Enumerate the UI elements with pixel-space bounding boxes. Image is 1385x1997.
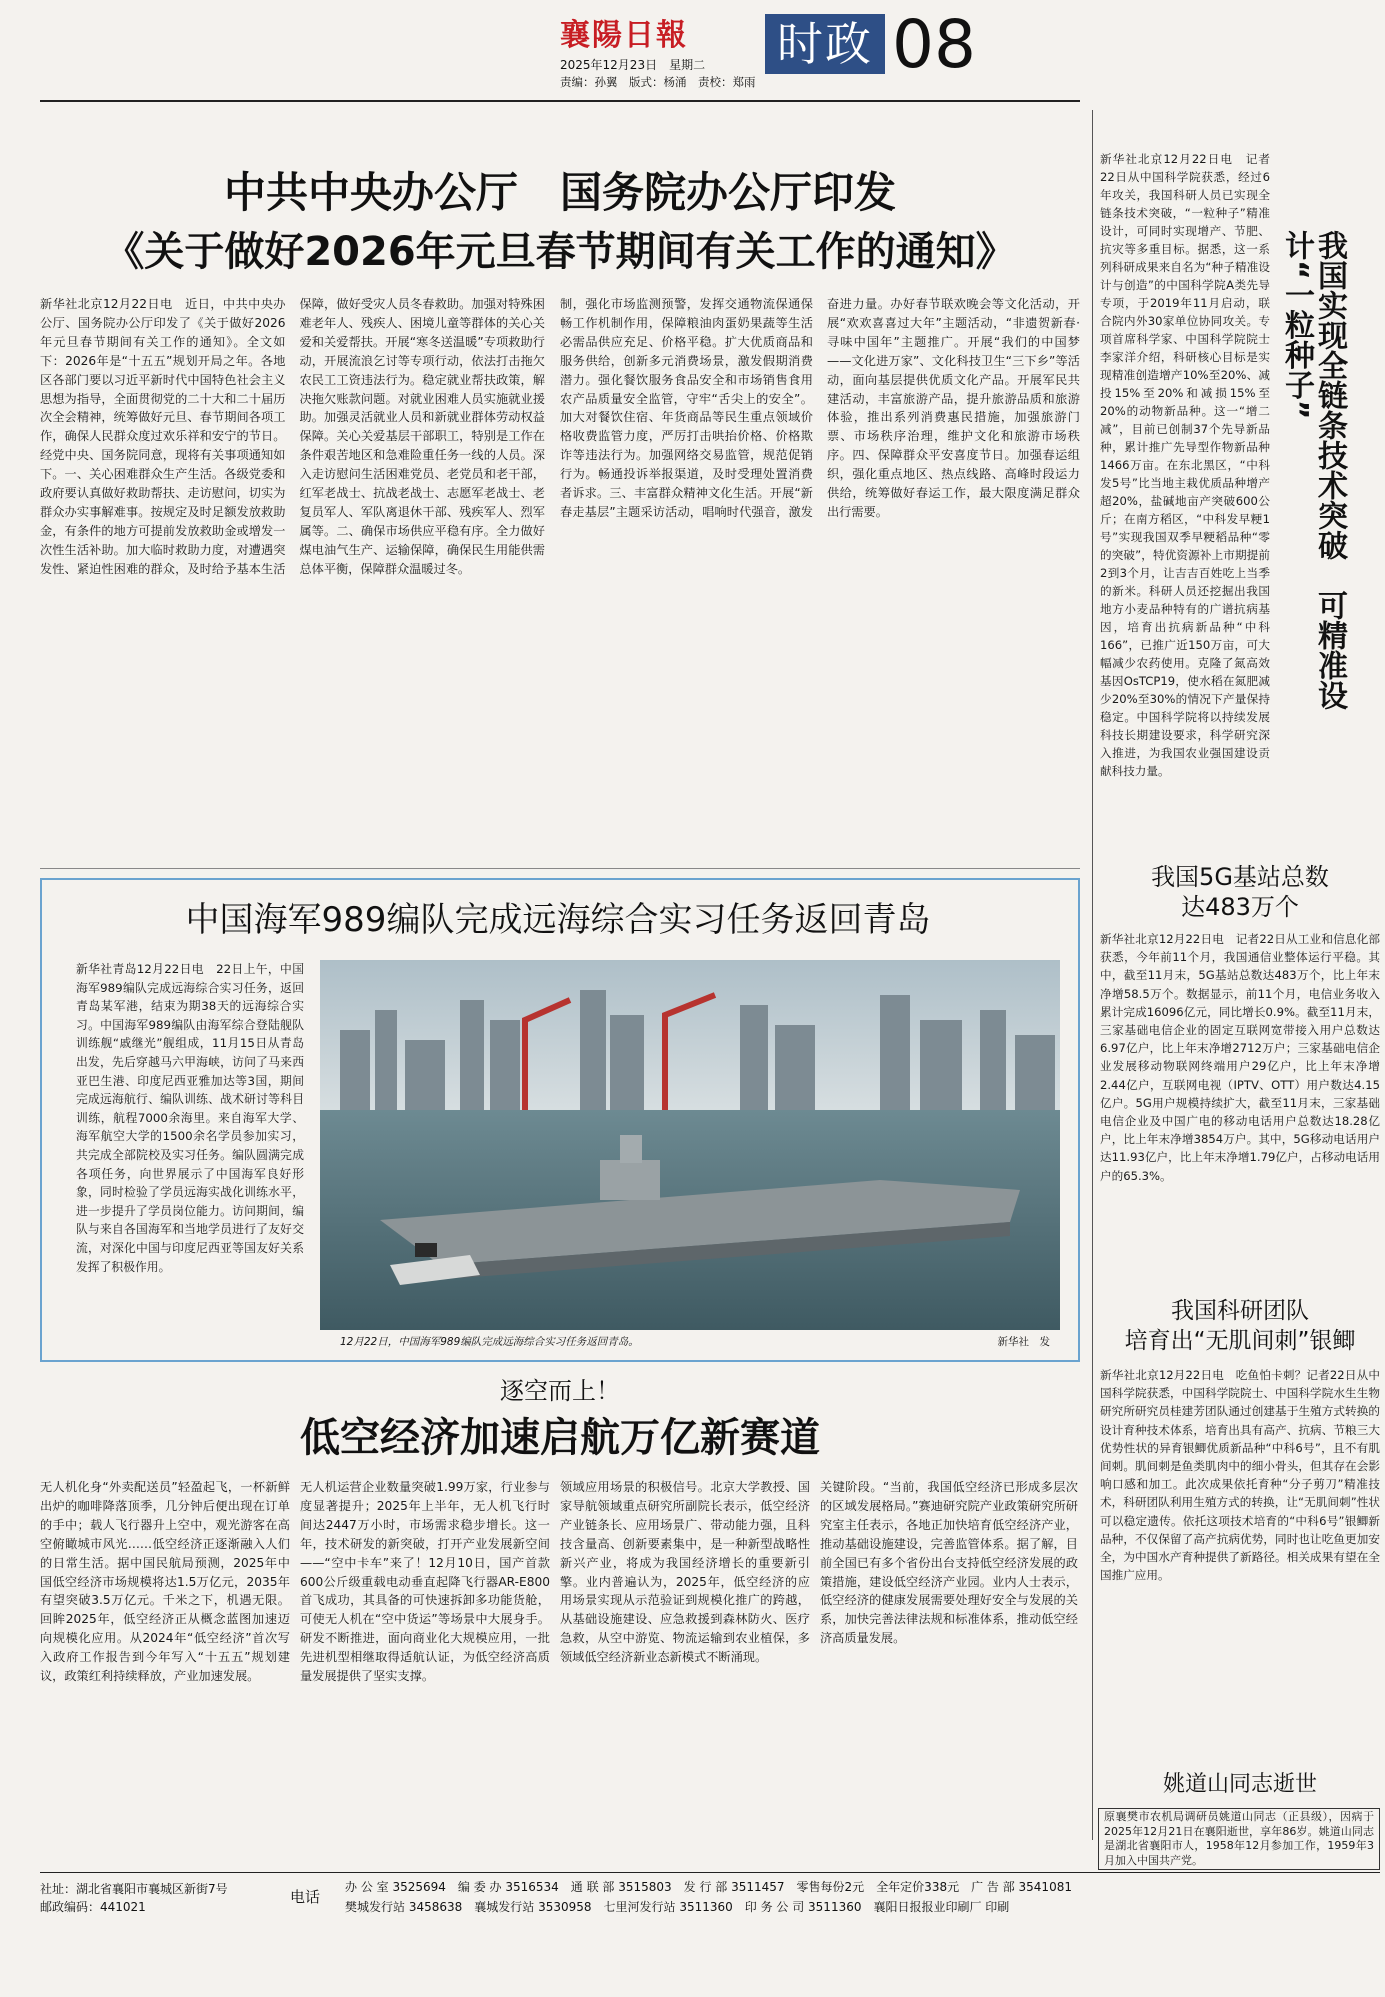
lowalt-kicker: 逐空而上！ <box>500 1377 620 1405</box>
fiveg-headline-1: 我国5G基站总数 <box>1151 863 1329 891</box>
date-line: 2025年12月23日 星期二 <box>560 58 706 72</box>
navy-body: 新华社青岛12月22日电 22日上午，中国海军989编队完成远海综合实习任务，返回青岛某军港，结束为期38天的远海综合实习。中国海军989编队由海军综合登陆舰队训练舰“戚继光”舰组成，11月15日从青岛出发，先后穿越马六甲海峡，访问了马来西亚巴生港、印度尼西亚雅加达等3国，期间完成远海航行、编队训练、战术研讨等科目训练，航程7000余海里。来自海军大学、海军航空大学的1500余名学员参加实习，共完成全部院校及实习任务。编队圆满完成各项任务，向世界展示了中国海军良好形象，同时检验了学员远海实战化训练水平，进一步提升了学员岗位能力。访问期间，编队与来自各国海军和当地学员进行了友好交流，对深化中国与印度尼西亚等国友好关系发挥了积极作用。 <box>76 962 304 1274</box>
masthead-rule <box>40 100 1080 102</box>
page-number: 08 <box>892 6 976 83</box>
fiveg-body: 新华社北京12月22日电 记者22日从工业和信息化部获悉，今年前11个月，我国通信业整体运行平稳。其中，截至11月末，5G基站总数达483万个，比上年末净增58.5万个。数据显示，前11个月，电信业务收入累计完成16096亿元，同比增长0.9%。截至11月末，三家基础电信企业的固定互联网宽带接入用户总数达6.97亿户，比上年末净增2712万户；三家基础电信企业发展移动物联网终端用户29亿户，比上年末净增2.44亿户，互联网电视（IPTV、OTT）用户数达4.15亿户。5G用户规模持续扩大，截至11月末，三家基础电信企业及中国广电的移动电话用户总数达18.28亿户，比上年末净增3854万户。其中，5G移动电话用户达11.93亿户，比上年末净增1.79亿户，占移动电话用户的65.3%。 <box>1100 932 1380 1183</box>
lowalt-column-4: 关键阶段。“当前，我国低空经济已形成多层次的区域发展格局。”赛迪研究院产业政策研究所研究室主任表示，各地正加快培育低空经济产业，推动基础设施建设，完善监管体系。据了解，目前全国已有多个省份出台支持低空经济发展的政策措施，建设低空经济产业园。业内人士表示，低空经济的健康发展需要处理好安全与发展的关系，加快完善法律法规和标准体系，推动低空经济高质量发展。 <box>820 1480 1078 1646</box>
lead-column-2: 制，强化市场监测预警，发挥交通物流保通保畅工作机制作用，保障粮油肉蛋奶果蔬等生活必需品供应充足、价格平稳。扩大优质商品和服务供给，创新多元消费场景，激发假期消费潜力。强化餐饮服务食品安全和市场销售食用农产品质量安全监管，守牢“舌尖上的安全”。加大对餐饮住宿、年货商品等民生重点领域价格收费监管力度，严厉打击哄抬价格、价格欺诈等违法行为。加强网络交易监管，规范促销行为。畅通投诉举报渠道，及时受理处置消费者诉求。三、丰富群众精神文化生活。开展“新春走基层”主题采访活动，唱响时代强音，激发奋进力量。办好春节联欢晚会等文化活动，开展“欢欢喜喜过大年”主题活动，“非遗贺新春·寻味中国年”主题推广。开展“我们的中国梦——文化进万家”、文化科技卫生“三下乡”等活动，面向基层提供优质文化产品。开展军民共建活动，丰富旅游产品，提升旅游品质和旅游体验，推出系列消费惠民措施，加强旅游门票、市场秩序治理，维护文化和旅游市场秩序。四、保障群众平安喜度节日。加强春运组织，强化重点地区、热点线路、高峰时段运力供给，统筹做好春运工作，最大限度满足群众出行需要。 <box>560 297 1080 519</box>
lead-headline-2: 《关于做好2026年元旦春节期间有关工作的通知》 <box>104 229 1016 275</box>
footer-line-2: 樊城发行站 3458638 襄城发行站 3530958 七里河发行站 3511360 印 务 公 司 3511360 襄阳日报报业印刷厂 印刷 <box>345 1900 1010 1914</box>
obituary-headline: 姚道山同志逝世 <box>1162 1772 1317 1797</box>
navy-photo-caption: 12月22日，中国海军989编队完成远海综合实习任务返回青岛。 <box>340 1336 639 1348</box>
footer-address: 社址：湖北省襄阳市襄城区新街7号 <box>40 1882 228 1896</box>
paper-name: 襄陽日報 <box>560 18 688 53</box>
navy-photo <box>320 960 1060 1330</box>
lowalt-column-1: 无人机化身“外卖配送员”轻盈起飞，一杯新鲜出炉的咖啡降落顶季，几分钟后便出现在订单的手中；载人飞行器升上空中，观光游客在高空俯瞰城市风光……低空经济正逐渐融入人们的日常生活。据中国民航局预测，2025年中国低空经济市场规模将达1.5万亿元，2035年有望突破3.5万亿元。千米之下，机遇无限。回眸2025年，低空经济正从概念蓝图加速迈向规模化应用。从2024年“低空经济”首次写入政府工作报告到今年写入“十五五”规划建议，政策红利持续释放，产业加速发展。 <box>40 1480 290 1684</box>
masthead <box>560 6 1380 92</box>
lowalt-headline: 低空经济加速启航万亿新赛道 <box>300 1415 820 1461</box>
section-badge <box>765 14 885 74</box>
research-headline-1: 我国科研团队 <box>1171 1298 1309 1324</box>
lowalt-column-2: 无人机运营企业数量突破1.99万家，行业参与度显著提升；2025年上半年，无人机飞行时间达2447万小时，市场需求稳步增长。这一年，技术研发的新突破，打开产业发展新空间——“空中卡车”来了！12月10日，国产首款600公斤级重载电动垂直起降飞行器AR-E800首飞成功，其具备的可快速拆卸多功能货舱，可使无人机在“空中货运”等场景中大展身手。研发不断推进，面向商业化大规模应用，一批先进机型相继取得适航认证，为低空经济高质量发展提供了坚实支撑。 <box>300 1480 550 1684</box>
warship-photo <box>320 960 1060 1330</box>
footer-rule <box>40 1872 1380 1873</box>
navy-headline: 中国海军989编队完成远海综合实习任务返回青岛 <box>185 900 931 940</box>
lowalt-column-3: 领域应用场景的积极信号。北京大学教授、国家导航领域重点研究所副院长表示，低空经济产业链条长、应用场景广、带动能力强，且科技含量高、创新要素集中，是一种新型战略性新兴产业，将成为我国经济增长的重要新引擎。业内普遍认为，2025年，低空经济的应用场景实现从示范验证到规模化推广的跨越，从基础设施建设、应急救援到森林防火、医疗急救，从空中游览、物流运输到农业植保，多领域低空经济新业态新模式不断涌现。 <box>560 1480 810 1665</box>
right-column-rule <box>1092 110 1093 1840</box>
footer-phone-label: 电话 <box>290 1888 321 1906</box>
lead-bottom-rule <box>40 868 1080 869</box>
seed-article-body: 新华社北京12月22日电 记者22日从中国科学院获悉，经过6年攻关，我国科研人员已实现全链条技术突破，“一粒种子”精准设计，可同时实现增产、节肥、抗灾等多重目标。据悉，这一系列科研成果来自名为“种子精准设计与创造”的中国科学院A类先导专项，于2019年11月启动，联合院内外30家单位协同攻关。专项首席科学家、中国科学院院士李家洋介绍，科研核心目标是实现精准创造增产10%至20%、减投15%至20%和减损15%至20%的动物新品种。这一“增二减”，目前已创制37个先导新品种，累计推广先导型作物新品种1466万亩。在东北黑区，“中科发5号”比当地主栽优质品种增产超20%，盐碱地亩产突破600公斤；在南方稻区，“中科发早粳1号”实现我国双季早粳稻品种“零的突破”，特优资源补上市期提前2到3个月，让吉吉百姓吃上当季的新米。科研人员还挖掘出我国地方小麦品种特有的广谱抗病基因，培育出抗病新品种“中科166”，已推广近150万亩，可大幅减少农药使用。克隆了氮高效基因OsTCP19，使水稻在氮肥减少20%至30%的情况下产量保持稳定。中国科学院将以持续发展科技长期建设要求，科学研究深入推进，为我国农业强国建设贡献科技力量。 <box>1100 152 1270 778</box>
section-title: 时政 <box>777 17 873 71</box>
fiveg-headline-2: 达483万个 <box>1181 893 1299 921</box>
obituary-body: 原襄樊市农机局调研员姚道山同志（正县级），因病于2025年12月21日在襄阳逝世，享年86岁。姚道山同志是湖北省襄阳市人，1958年12月参加工作，1959年3月加入中国共产党。 <box>1104 1810 1374 1867</box>
footer-postcode: 邮政编码：441021 <box>40 1900 146 1914</box>
research-body: 新华社北京12月22日电 吃鱼怕卡刺？记者22日从中国科学院获悉，中国科学院院士、中国科学院水生生物研究所研究员桂建芳团队通过创建基于生殖方式转换的设计育种技术体系，培育出具有高产、抗病、节粮三大优势性状的异育银鲫优质新品种“中科6号”，且不有肌间刺。肌间刺是鱼类肌肉中的细小骨头，但其存在会影响口感和加工。此次成果依托育种“分子剪刀”精准技术，科研团队利用生殖方式的转换，让“无肌间刺”性状可以稳定遗传。依托这项技术培育的“中科6号”银鲫新品种，不仅保留了高产抗病优势，同时也让吃鱼更加安全，为中国水产育种提供了新路径。相关成果有望在全国推广应用。 <box>1100 1368 1380 1583</box>
lead-headline-1: 中共中央办公厅 国务院办公厅印发 <box>223 168 896 217</box>
lead-column-1: 新华社北京12月22日电 近日，中共中央办公厅、国务院办公厅印发了《关于做好2026年元旦春节期间有关工作的通知》。全文如下：2026年是“十五五”规划开局之年。各地区各部门要以习近平新时代中国特色社会主义思想为指导，全面贯彻党的二十大和二十届历次全会精神，统筹做好元旦、春节期间各项工作，确保人民群众度过欢乐祥和安宁的节日。经党中央、国务院同意，现将有关事项通知如下。一、关心困难群众生产生活。各级党委和政府要认真做好救助帮扶、走访慰问，切实为群众办实事解难事。按规定及时足额发放救助金，有条件的地方可提前发放救助金或增发一次性生活补助。加大临时救助力度，对遭遇突发性、紧迫性困难的群众，及时给予基本生活保障，做好受灾人员冬春救助。加强对特殊困难老年人、残疾人、困境儿童等群体的关心关爱和关爱帮扶。开展“寒冬送温暖”专项救助行动，开展流浪乞讨等专项行动，依法打击拖欠农民工工资违法行为。稳定就业帮扶政策，解决拖欠账款问题。对就业困难人员实施就业援助。加强灵活就业人员和新就业群体劳动权益保障。关心关爱基层干部职工，特别是工作在条件艰苦地区和急难险重任务一线的人员。深入走访慰问生活困难党员、老党员和老干部，红军老战士、抗战老战士、志愿军老战士、老复员军人、军队离退休干部、残疾军人、烈军属等。二、确保市场供应平稳有序。全力做好煤电油气生产、运输保障，确保民生用能供需总体平衡，保障群众温暖过冬。 <box>40 297 545 576</box>
navy-photo-credit: 新华社 发 <box>997 1336 1050 1348</box>
research-headline-2: 培育出“无肌间刺”银鲫 <box>1124 1328 1356 1354</box>
seed-article-headline: 我国实现全链条技术突破 可精准设计“一粒种子” <box>1279 230 1347 710</box>
footer-line-1: 办 公 室 3525694 编 委 办 3516534 通 联 部 3515803 发 行 部 3511457 零售每份2元 全年定价338元 广 告 部 3541081 <box>345 1880 1072 1894</box>
editor-line: 责编：孙翼 版式：杨涌 责校：郑雨 <box>560 75 756 89</box>
